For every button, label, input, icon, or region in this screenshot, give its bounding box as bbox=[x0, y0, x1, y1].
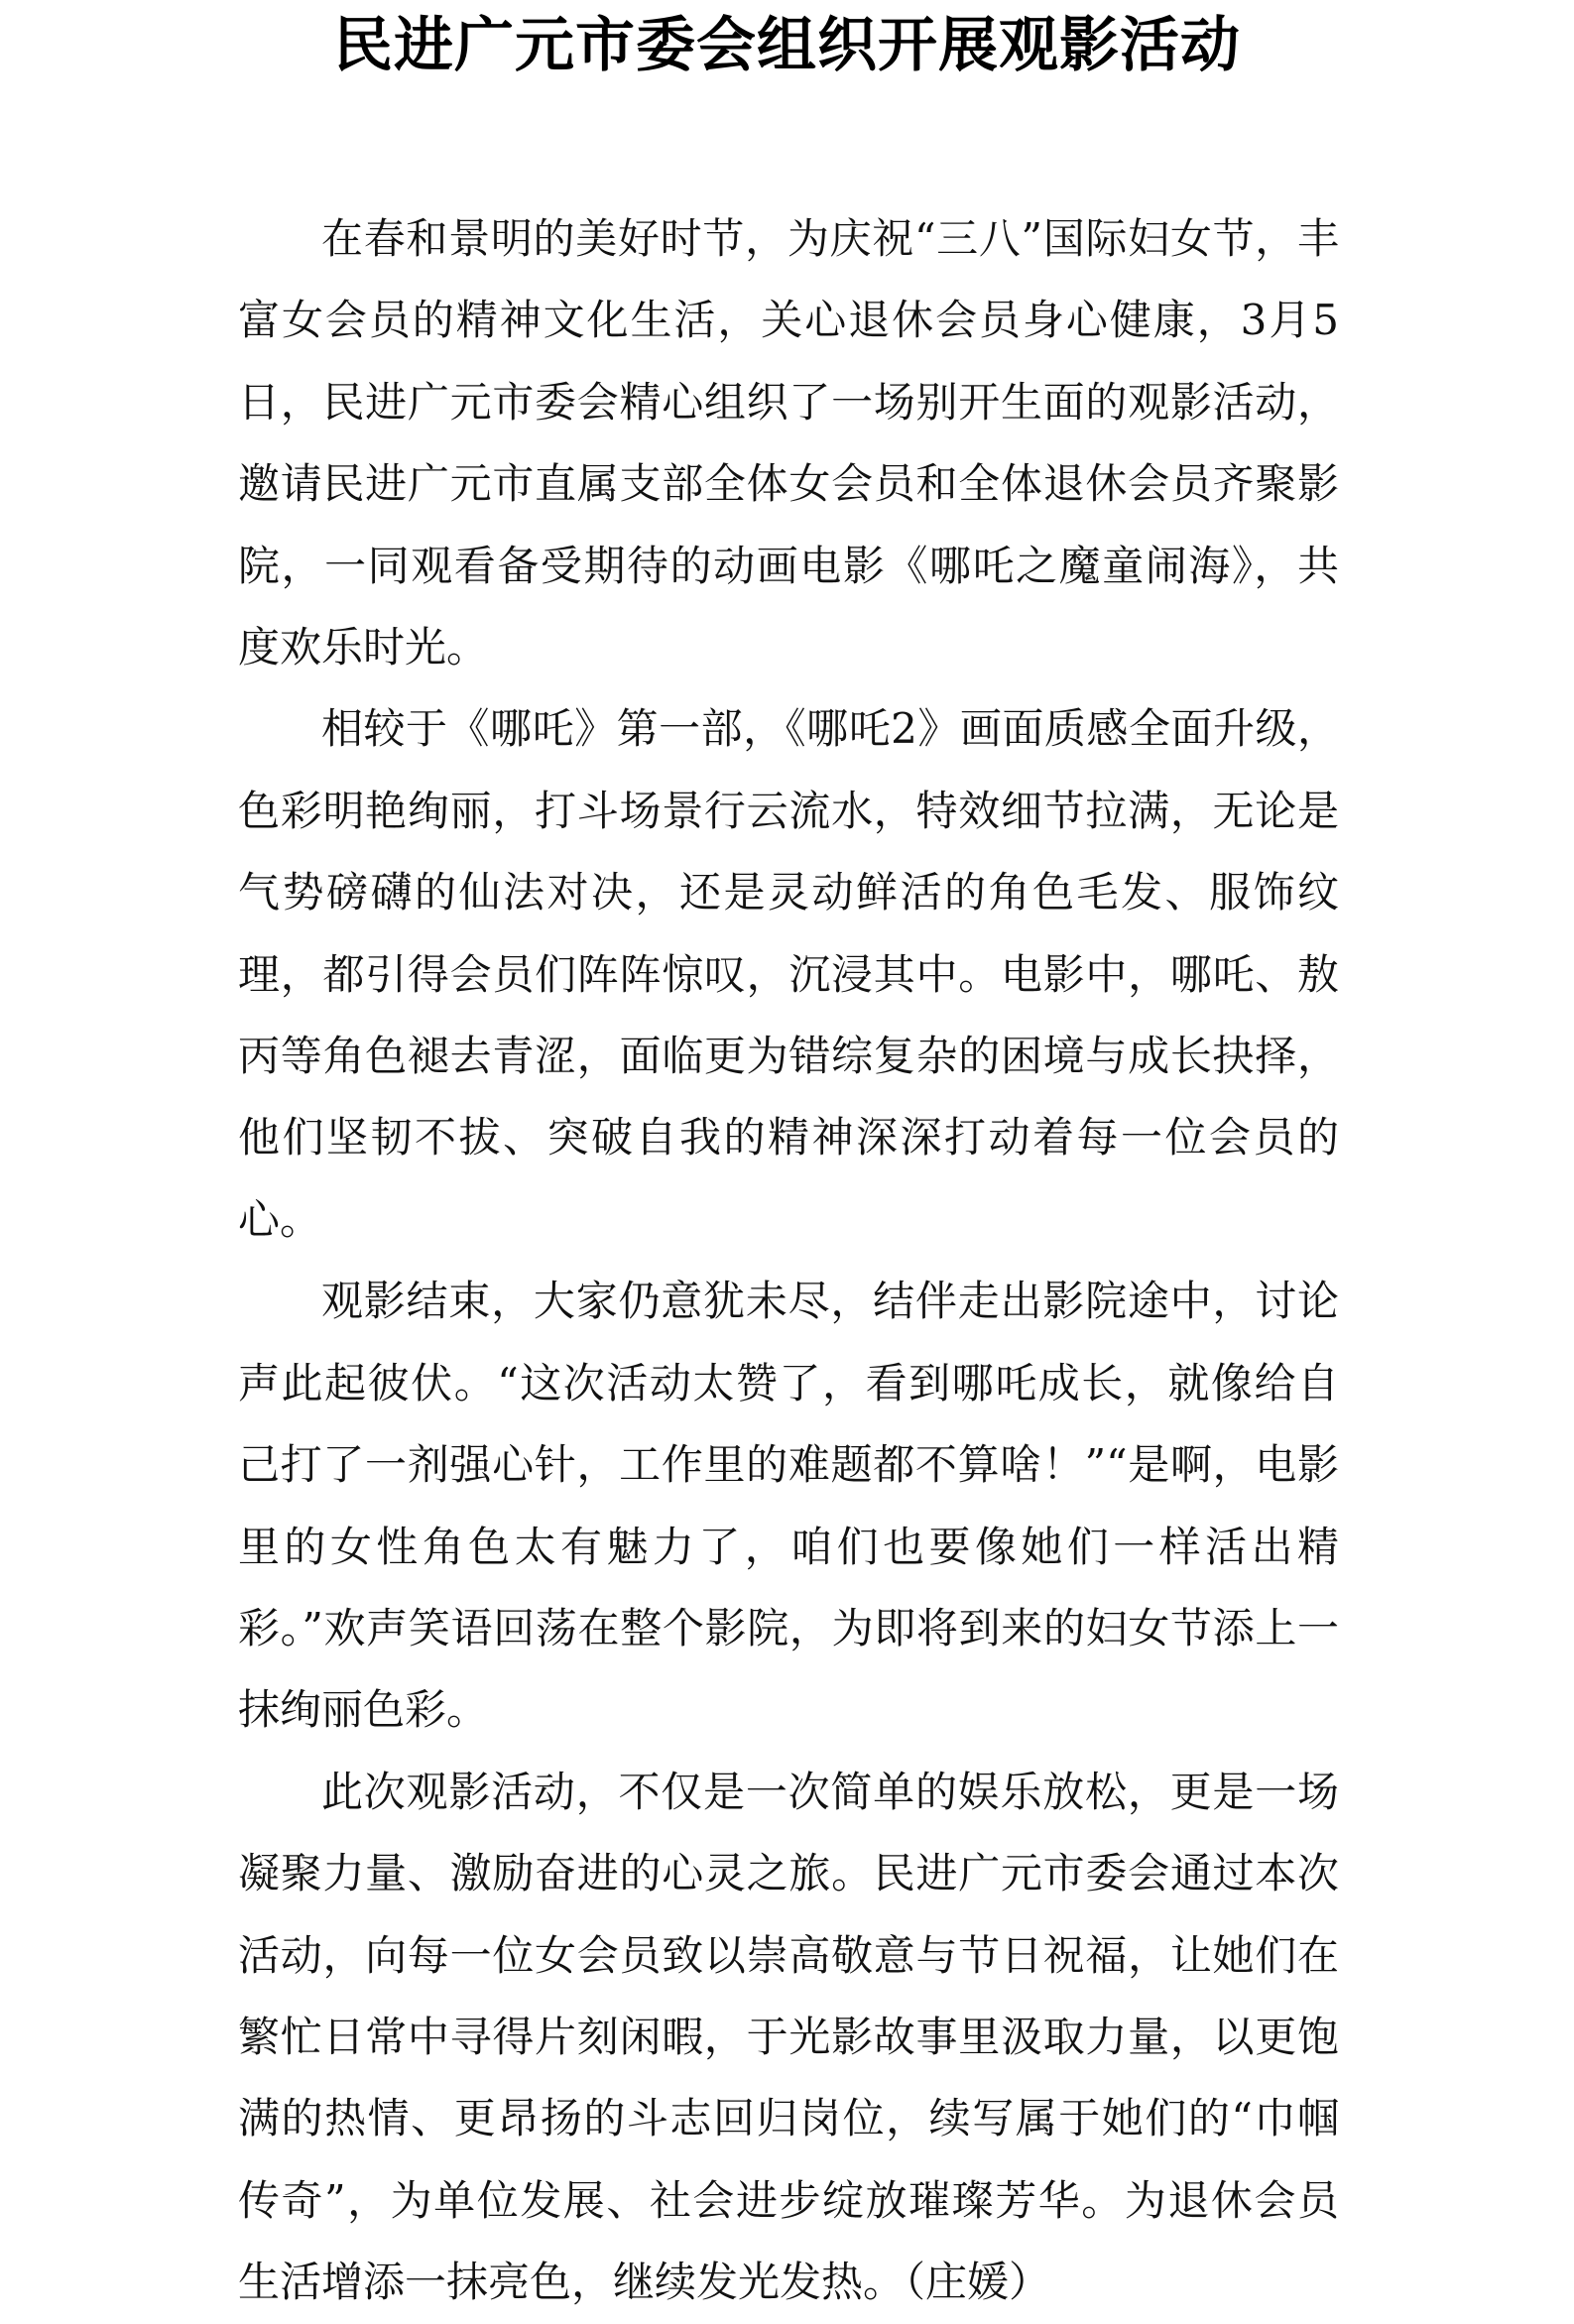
article-title: 民进广元市委会组织开展观影活动 bbox=[333, 11, 1241, 80]
article-paragraph-3: 观影结束，大家仍意犹未尽，结伴走出影院途中，讨论声此起彼伏。“这次活动太赞了，看到哪吒成长，就像给自己打了一剂强心针，工作里的难题都不算啥！”“是啊，电影里的女性角色太有魅力了，咱们也要像她们一样活出精彩。”欢声笑语回荡在整个影院，为即将到来的妇女节添上一抹绚丽色彩。 bbox=[238, 1277, 1339, 1735]
article-body bbox=[238, 198, 1339, 2324]
article-paragraph-1: 在春和景明的美好时节，为庆祝“三八”国际妇女节，丰富女会员的精神文化生活，关心退休会员身心健康，3月5日，民进广元市委会精心组织了一场别开生面的观影活动，邀请民进广元市直属支部全体女会员和全体退休会员齐聚影院，一同观看备受期待的动画电影《哪吒之魔童闹海》，共度欢乐时光。 bbox=[238, 214, 1339, 673]
article-paragraph-2: 相较于《哪吒》第一部，《哪吒2》画面质感全面升级，色彩明艳绚丽，打斗场景行云流水，特效细节拉满，无论是气势磅礴的仙法对决，还是灵动鲜活的角色毛发、服饰纹理，都引得会员们阵阵惊叹，沉浸其中。电影中，哪吒、敖丙等角色褪去青涩，面临更为错综复杂的困境与成长抉择，他们坚韧不拔、突破自我的精神深深打动着每一位会员的心。 bbox=[238, 704, 1339, 1244]
article-paragraph-4: 此次观影活动，不仅是一次简单的娱乐放松，更是一场凝聚力量、激励奋进的心灵之旅。民进广元市委会通过本次活动，向每一位女会员致以崇高敬意与节日祝福，让她们在繁忙日常中寻得片刻闲暇，于光影故事里汲取力量，以更饱满的热情、更昂扬的斗志回归岗位，续写属于她们的“巾帼传奇”，为单位发展、社会进步绽放璀璨芳华。为退休会员生活增添一抹亮色，继续发光发热。（庄媛） bbox=[238, 1767, 1339, 2307]
